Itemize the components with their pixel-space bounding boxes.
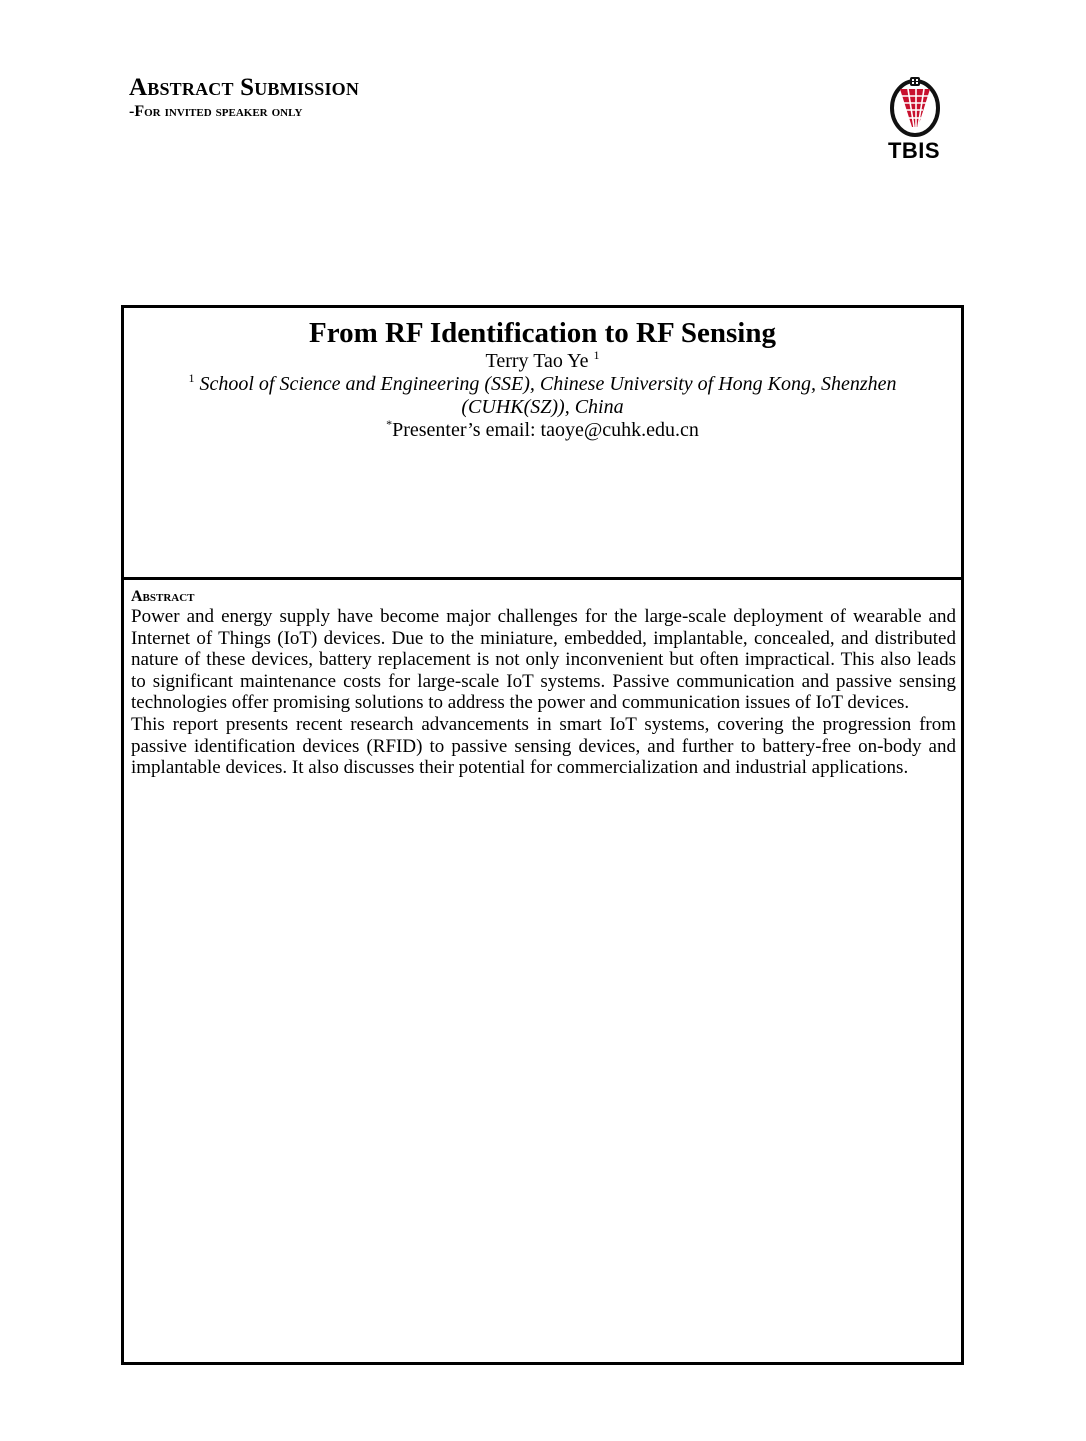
presenter-mark: * [386, 417, 393, 431]
tbis-emblem-icon [886, 75, 942, 139]
title-block [124, 308, 961, 580]
affiliation-text: School of Science and Engineering (SSE), Chinese University of Hong Kong, Shenzhen (CUHK(SZ)), China [199, 373, 897, 418]
abstract-section [124, 580, 961, 779]
tbis-logo [876, 75, 952, 165]
author-name: Terry Tao Ye [485, 350, 589, 372]
abstract-paragraph: This report presents recent research advancements in smart IoT systems, covering the progression from passive identification devices (RFID) to passive sensing devices, and further to battery-free on-body and implantable devices. It also discusses their potential for commercialization and industrial applications. [131, 713, 956, 779]
abstract-form-frame [121, 305, 964, 1365]
affiliation-mark: 1 [188, 371, 195, 385]
presenter-email: Presenter’s email: taoye@cuhk.edu.cn [392, 419, 699, 441]
paper-title: From RF Identification to RF Sensing [309, 317, 776, 349]
abstract-paragraph: Power and energy supply have become major challenges for the large-scale deployment of wearable and Internet of Things (IoT) devices. Due to the miniature, embedded, implantable, concealed, and distributed nature of these devices, battery replacement is not only inconvenient but often impractical. This also leads to significant maintenance costs for large-scale IoT systems. Passive communication and passive sensing technologies offer promising solutions to address the power and communication issues of IoT devices. [131, 606, 956, 714]
abstract-body [131, 606, 956, 779]
logo-wordmark: TBIS [887, 138, 941, 163]
email-line [124, 419, 961, 442]
affiliation-line [124, 373, 961, 419]
abstract-heading: Abstract [131, 588, 195, 605]
document-header [129, 74, 359, 121]
author-line [124, 350, 961, 373]
submission-subtitle: -For invited speaker only [129, 103, 303, 120]
submission-title: Abstract Submission [129, 74, 360, 101]
author-affiliation-mark: 1 [593, 348, 600, 362]
